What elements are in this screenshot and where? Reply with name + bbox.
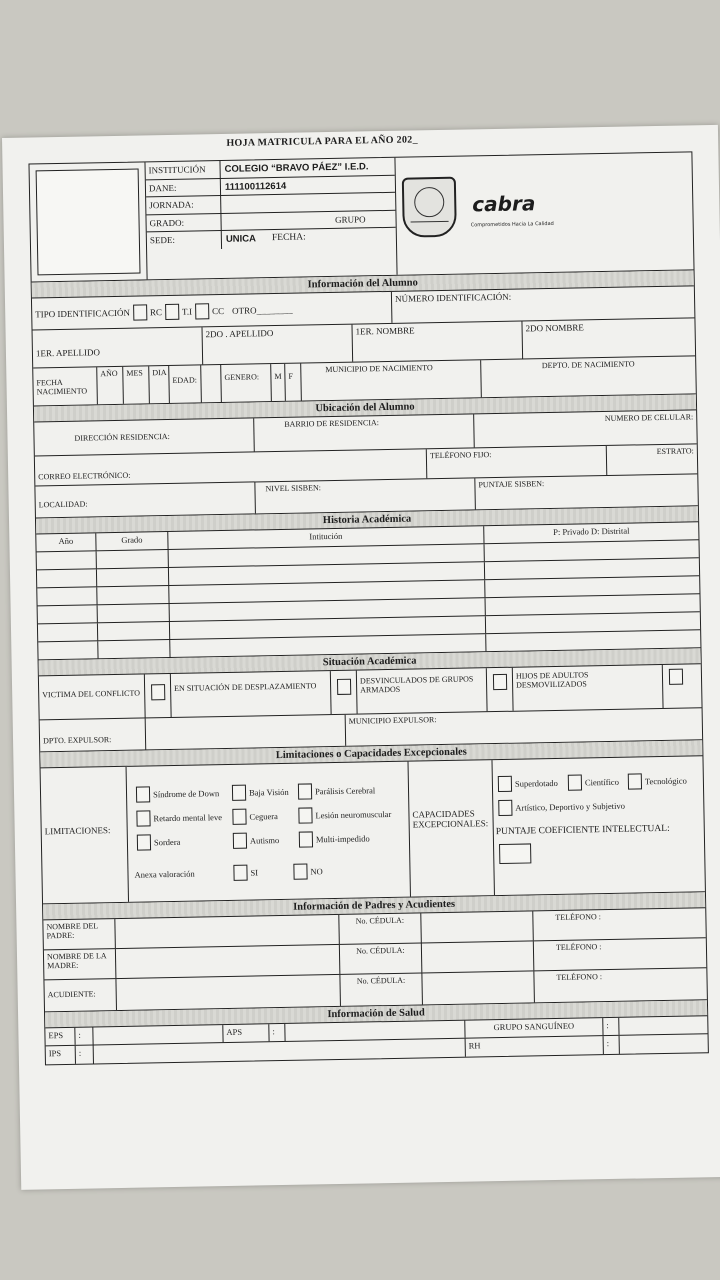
acudiente-cedula-field[interactable] xyxy=(422,971,535,1004)
genero-f[interactable]: F xyxy=(285,364,302,401)
otro-label: OTRO________ xyxy=(231,304,293,316)
lesion-checkbox[interactable] xyxy=(298,807,312,823)
victima-checkbox[interactable] xyxy=(151,684,165,700)
cabra-logo-sub: Comprometidos Hacia La Calidad xyxy=(470,220,554,229)
victima-label: VICTIMA DEL CONFLICTO xyxy=(39,674,146,719)
padre-telefono-label[interactable]: TELÉFONO : xyxy=(555,912,602,922)
superdotado-label: Superdotado xyxy=(514,777,558,789)
limitaciones-label: LIMITACIONES: xyxy=(41,767,129,904)
madre-field[interactable] xyxy=(116,945,340,978)
apellido1-label[interactable]: 1ER. APELLIDO xyxy=(33,327,204,367)
autismo-label: Autismo xyxy=(249,835,280,846)
puntaje-ci-box[interactable] xyxy=(499,843,531,864)
dane-value: 11110011261​4 xyxy=(224,180,287,193)
historia-cell-anio[interactable] xyxy=(38,641,98,659)
sordera-checkbox[interactable] xyxy=(137,834,151,850)
telefono-fijo-label[interactable]: TELÉFONO FIJO: xyxy=(427,446,608,478)
paralisis-checkbox[interactable] xyxy=(298,783,312,799)
desplazamiento-label: EN SITUACIÓN DE DESPLAZAMIENTO xyxy=(171,671,332,717)
superdotado-checkbox[interactable] xyxy=(498,776,512,792)
grupo-sanguineo-label: GRUPO SANGUÍNEO xyxy=(465,1018,603,1038)
dia-label[interactable]: DIA xyxy=(149,366,170,403)
down-label: Síndrome de Down xyxy=(152,788,220,800)
grupo-colon: : xyxy=(603,1018,619,1035)
jornada-field[interactable] xyxy=(221,193,395,213)
aps-field[interactable] xyxy=(285,1021,465,1041)
cientifico-label: Científico xyxy=(584,776,619,788)
desvinculados-checkbox[interactable] xyxy=(493,674,507,690)
grupo-label: GRUPO xyxy=(334,213,366,225)
institucion-label: INSTITUCIÓN xyxy=(145,161,220,179)
depto-nac-label[interactable]: DEPTO. DE NACIMIENTO xyxy=(541,359,635,371)
historia-cell-grado[interactable] xyxy=(97,568,169,586)
grupo-sanguineo-field[interactable] xyxy=(619,1016,707,1035)
madre-label: NOMBRE DE LA MADRE: xyxy=(44,949,117,979)
hijos-label: HIJOS DE ADULTOS DESMOVILIZADOS xyxy=(513,665,664,711)
anio-label[interactable]: AÑO xyxy=(97,367,124,404)
genero-label: GENERO: xyxy=(221,364,272,402)
apellido2-label[interactable]: 2DO . APELLIDO xyxy=(203,325,354,365)
sede-label: SEDE: xyxy=(147,231,222,250)
barrio-label[interactable]: BARRIO DE RESIDENCIA: xyxy=(254,414,475,451)
direccion-label[interactable]: DIRECCIÓN RESIDENCIA: xyxy=(34,418,255,455)
photo-box[interactable] xyxy=(36,169,141,276)
grado-label: GRADO: xyxy=(146,213,221,231)
anexo-no-label: NO xyxy=(310,866,323,877)
down-checkbox[interactable] xyxy=(136,786,150,802)
desvinculados-label: DESVINCULADOS DE GRUPOS ARMADOS xyxy=(357,668,488,713)
tecnologico-checkbox[interactable] xyxy=(628,773,642,789)
paralisis-label: Parálisis Cerebral xyxy=(314,785,376,797)
acudiente-cedula-label: No. CÉDULA: xyxy=(340,973,423,1005)
historia-cell-grado[interactable] xyxy=(98,622,170,640)
historia-cell-grado[interactable] xyxy=(98,640,170,658)
eps-colon: : xyxy=(75,1027,93,1044)
aps-label: APS xyxy=(223,1024,269,1042)
section-alumno: Información del Alumno xyxy=(32,270,694,298)
autismo-checkbox[interactable] xyxy=(233,833,247,849)
puntaje-sisben-label[interactable]: PUNTAJE SISBEN: xyxy=(478,479,545,490)
tipo-id-label: TIPO IDENTIFICACIÓN xyxy=(35,307,131,319)
multi-checkbox[interactable] xyxy=(299,831,313,847)
acudiente-field[interactable] xyxy=(116,975,341,1010)
historia-cell-anio[interactable] xyxy=(38,605,98,623)
baja-vision-label: Baja Visión xyxy=(248,786,289,798)
madre-telefono-label[interactable]: TELÉFONO : xyxy=(555,942,602,952)
col-anio: Año xyxy=(36,533,96,551)
estrato-label[interactable]: ESTRATO: xyxy=(656,446,694,457)
anexo-si-checkbox[interactable] xyxy=(233,865,247,881)
artistico-label: Artístico, Deportivo y Subjetivo xyxy=(515,800,625,813)
jornada-label: JORNADA: xyxy=(146,196,221,214)
retardo-label: Retardo mental leve xyxy=(153,812,223,824)
nombre2-label[interactable]: 2DO NOMBRE xyxy=(525,322,584,334)
hijos-checkbox[interactable] xyxy=(669,669,683,685)
historia-cell-anio[interactable] xyxy=(37,587,97,605)
aps-colon: : xyxy=(269,1024,285,1041)
padre-cedula-field[interactable] xyxy=(421,911,534,942)
fecha-nac-label: FECHA NACIMIENTO xyxy=(33,367,98,405)
multi-label: Multi-impedido xyxy=(315,833,370,845)
ceguera-label: Ceguera xyxy=(249,811,278,822)
retardo-checkbox[interactable] xyxy=(136,810,150,826)
madre-cedula-field[interactable] xyxy=(422,941,535,972)
section-ubicacion: Ubicación del Alumno xyxy=(34,394,696,422)
puntaje-ci-label: PUNTAJE COEFICIENTE INTELECTUAL: xyxy=(495,823,670,838)
cc-checkbox[interactable] xyxy=(195,303,209,319)
anexo-si-label: SI xyxy=(250,867,259,878)
sede-value: UNICA xyxy=(225,233,257,245)
genero-m[interactable]: M xyxy=(271,364,286,401)
dane-label: DANE: xyxy=(146,178,221,196)
eps-label: EPS xyxy=(45,1028,75,1046)
historia-rows xyxy=(37,540,701,660)
header-info xyxy=(145,158,397,280)
ips-colon: : xyxy=(76,1045,94,1063)
rc-checkbox[interactable] xyxy=(133,304,147,320)
correo-label[interactable]: CORREO ELECTRÓNICO: xyxy=(35,449,427,485)
historia-cell-anio[interactable] xyxy=(37,551,97,569)
nombre1-label[interactable]: 1ER. NOMBRE xyxy=(352,321,523,361)
dpto-expulsor-label[interactable]: DPTO. EXPULSOR: xyxy=(40,718,147,751)
historia-cell-grado[interactable] xyxy=(97,586,169,604)
edad-field[interactable] xyxy=(201,365,222,402)
nivel-sisben-label[interactable]: NIVEL SISBEN: xyxy=(255,478,476,513)
celular-label[interactable]: NUMERO DE CELULAR: xyxy=(604,412,694,424)
rh-colon: : xyxy=(604,1036,620,1054)
edad-label[interactable]: EDAD: xyxy=(169,365,202,403)
historia-cell-grado[interactable] xyxy=(98,604,170,622)
cientifico-checkbox[interactable] xyxy=(568,774,582,790)
col-tipo: P: Privado D: Distrital xyxy=(553,525,630,537)
anexo-no-checkbox[interactable] xyxy=(293,864,307,880)
enrollment-form xyxy=(28,151,708,1065)
section-limitaciones: Limitaciones o Capacidades Excepcionales xyxy=(40,740,702,768)
padre-field[interactable] xyxy=(115,915,339,948)
form-header xyxy=(29,152,693,282)
paper-sheet xyxy=(2,125,720,1190)
historia-cell-grado[interactable] xyxy=(97,550,169,568)
localidad-label[interactable]: LOCALIDAD: xyxy=(35,482,256,517)
ips-label: IPS xyxy=(46,1046,76,1065)
cabra-logo: cabra xyxy=(472,191,536,217)
artistico-checkbox[interactable] xyxy=(498,800,512,816)
padre-label: NOMBRE DEL PADRE: xyxy=(43,919,116,949)
municipio-nac-label[interactable]: MUNICIPIO DE NACIMIENTO xyxy=(301,360,482,400)
section-salud: Información de Salud xyxy=(45,1000,707,1028)
rh-label: RH xyxy=(466,1036,604,1057)
eps-field[interactable] xyxy=(93,1025,223,1044)
document-title: HOJA MATRICULA PARA EL AÑO 202_ xyxy=(226,134,418,149)
section-padres: Información de Padres y Acudientes xyxy=(43,892,705,920)
fecha-label: FECHA: xyxy=(271,232,306,244)
lesion-label: Lesión neuromuscular xyxy=(315,808,392,821)
sordera-label: Sordera xyxy=(153,836,181,848)
rc-label: RC xyxy=(149,306,163,317)
padre-cedula-label: No. CÉDULA: xyxy=(339,913,422,943)
anexo-label: Anexa valoración xyxy=(134,868,195,880)
madre-cedula-label: No. CÉDULA: xyxy=(340,943,423,973)
historia-cell-anio[interactable] xyxy=(38,623,98,641)
tecnologico-label: Tecnológico xyxy=(644,775,687,787)
mes-label[interactable]: MES xyxy=(123,366,150,403)
municipio-expulsor-label[interactable]: MUNICIPIO EXPULSOR: xyxy=(348,715,437,726)
rh-field[interactable] xyxy=(620,1034,708,1054)
section-situacion: Situación Académica xyxy=(39,648,701,676)
ti-label: T.I xyxy=(181,306,193,317)
acudiente-telefono-label[interactable]: TELÉFONO : xyxy=(556,972,603,982)
ceguera-checkbox[interactable] xyxy=(232,809,246,825)
cc-label: CC xyxy=(211,305,225,316)
ti-checkbox[interactable] xyxy=(165,303,179,319)
numero-id-label[interactable]: NÚMERO IDENTIFICACIÓN: xyxy=(394,291,512,304)
photo-area xyxy=(29,162,147,281)
col-institucion: Intitución xyxy=(168,526,484,549)
col-grado: Grado xyxy=(96,532,168,550)
dpto-expulsor-field[interactable] xyxy=(146,715,347,750)
desplazamiento-checkbox[interactable] xyxy=(337,679,351,695)
institucion-value: COLEGIO “BRAVO PÁEZ” I.E.D. xyxy=(224,161,369,175)
baja-vision-checkbox[interactable] xyxy=(232,785,246,801)
acudiente-label: ACUDIENTE: xyxy=(44,979,117,1011)
school-crest-icon xyxy=(402,177,457,238)
section-historia: Historia Académica xyxy=(36,506,698,534)
capacidades-label: CAPACIDADES EXCEPCIONALES: xyxy=(408,760,494,897)
logos-area xyxy=(395,152,693,274)
historia-cell-anio[interactable] xyxy=(37,569,97,587)
